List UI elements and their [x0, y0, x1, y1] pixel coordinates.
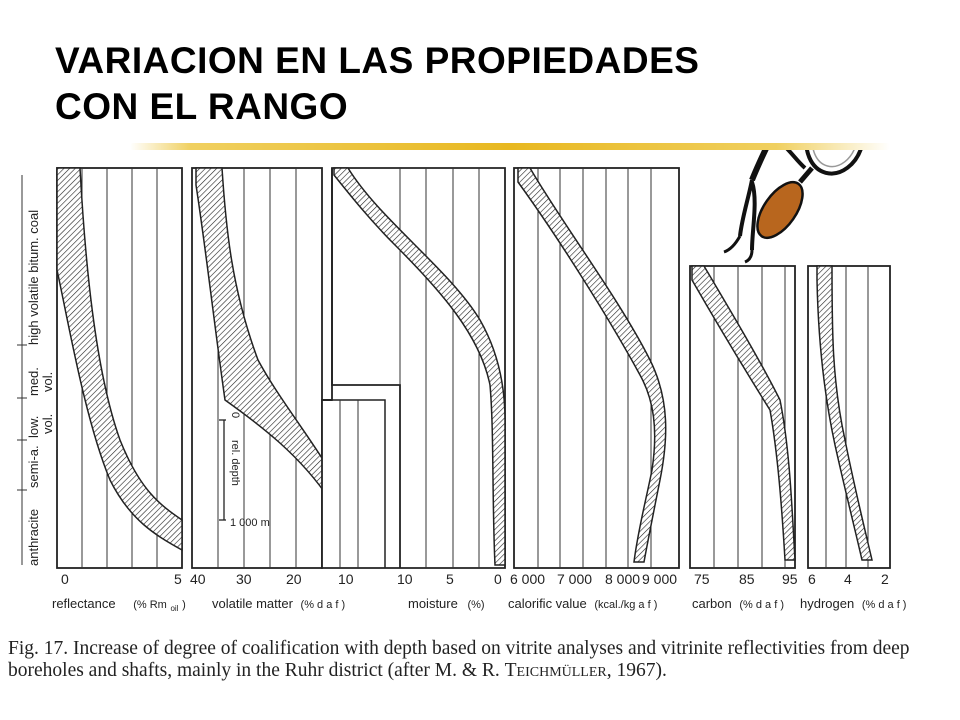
tick-calorific-1: 7 000 [557, 571, 593, 587]
tick-hydrogen-2: 2 [881, 571, 889, 587]
tick-carbon-2: 95 [782, 571, 798, 587]
axis-label-moisture [408, 596, 485, 611]
tick-reflectance-1: 5 [174, 571, 182, 587]
caption-text: Fig. 17. Increase of degree of coalification with depth based on vitrite analyses and vitrinite reflectivities from deep boreholes and shafts, mainly in the Ruhr district (after M. & R. [8, 638, 910, 681]
panel-reflectance [57, 168, 182, 568]
caption-author: Teichmüller [504, 660, 607, 681]
calorific-unit: (kcal./kg a f ) [594, 599, 658, 611]
magnifying-glass-figure-icon [724, 150, 871, 262]
carbon-label: carbon [692, 596, 732, 611]
tick-calorific-2: 8 000 [605, 571, 641, 587]
axis-labels [52, 596, 906, 614]
reflectance-label: reflectance [52, 596, 116, 611]
tick-labels [61, 571, 889, 587]
axis-label-reflectance [52, 596, 186, 614]
tick-carbon-1: 85 [739, 571, 755, 587]
panel-calorific-value [514, 168, 679, 568]
tick-moisture-2: 0 [494, 571, 502, 587]
axis-label-volatile [212, 596, 345, 611]
tick-moisture-1: 5 [446, 571, 454, 587]
tick-volatile-0: 40 [190, 571, 206, 587]
rank-hvb-label: high volatile bitum. coal [26, 209, 41, 345]
rank-semi-label: semi-a. [26, 445, 41, 488]
figure-caption [8, 638, 952, 682]
tick-volatile-2: 20 [286, 571, 302, 587]
reflectance-unit-prefix: (% Rm [133, 599, 167, 611]
rank-axis [17, 175, 55, 566]
tick-carbon-0: 75 [694, 571, 710, 587]
rank-lowvol-label-2: vol. [40, 413, 55, 434]
title-underline [130, 143, 890, 150]
rank-medvol-label-1: med. [26, 367, 41, 396]
depth-scale-top: 0 [229, 412, 241, 419]
reflectance-unit-suffix: ) [182, 599, 186, 611]
slide-title [55, 38, 885, 130]
calorific-label: calorific value [508, 596, 587, 611]
tick-moisture-0: 10 [397, 571, 413, 587]
axis-label-carbon [692, 596, 784, 611]
volatile-label: volatile matter [212, 596, 293, 611]
tick-hydrogen-1: 4 [844, 571, 852, 587]
carbon-unit: (% d a f ) [739, 599, 784, 611]
rank-medvol-label-2: vol. [40, 371, 55, 392]
volatile-unit: (% d a f ) [300, 599, 346, 611]
caption-year: , 1967). [606, 660, 667, 681]
reflectance-unit-sub: oil [170, 604, 179, 613]
tick-hydrogen-0: 6 [808, 571, 816, 587]
hydrogen-unit: (% d a f ) [861, 599, 907, 611]
rank-lowvol-label-1: low. [26, 415, 41, 438]
depth-scale-label: rel. depth [229, 440, 241, 486]
panel-carbon [690, 266, 795, 568]
coalification-figure [0, 150, 960, 620]
rank-anthracite-label: anthracite [26, 508, 41, 566]
tick-volatile-1: 30 [236, 571, 252, 587]
moisture-unit: (%) [467, 599, 485, 611]
axis-label-calorific [508, 596, 657, 611]
tick-calorific-0: 6 000 [510, 571, 546, 587]
title-line-1: VARIACION EN LAS PROPIEDADES [55, 40, 700, 81]
tick-volatile-3: 10 [338, 571, 354, 587]
panel-hydrogen [808, 266, 890, 568]
hydrogen-label: hydrogen [800, 596, 855, 611]
title-line-2: CON EL RANGO [55, 86, 349, 127]
panel-moisture [322, 168, 505, 568]
axis-label-hydrogen [800, 596, 906, 611]
depth-scale-bottom: 1 000 m [230, 517, 270, 529]
tick-reflectance-0: 0 [61, 571, 69, 587]
tick-calorific-3: 9 000 [642, 571, 678, 587]
moisture-label: moisture [408, 596, 458, 611]
